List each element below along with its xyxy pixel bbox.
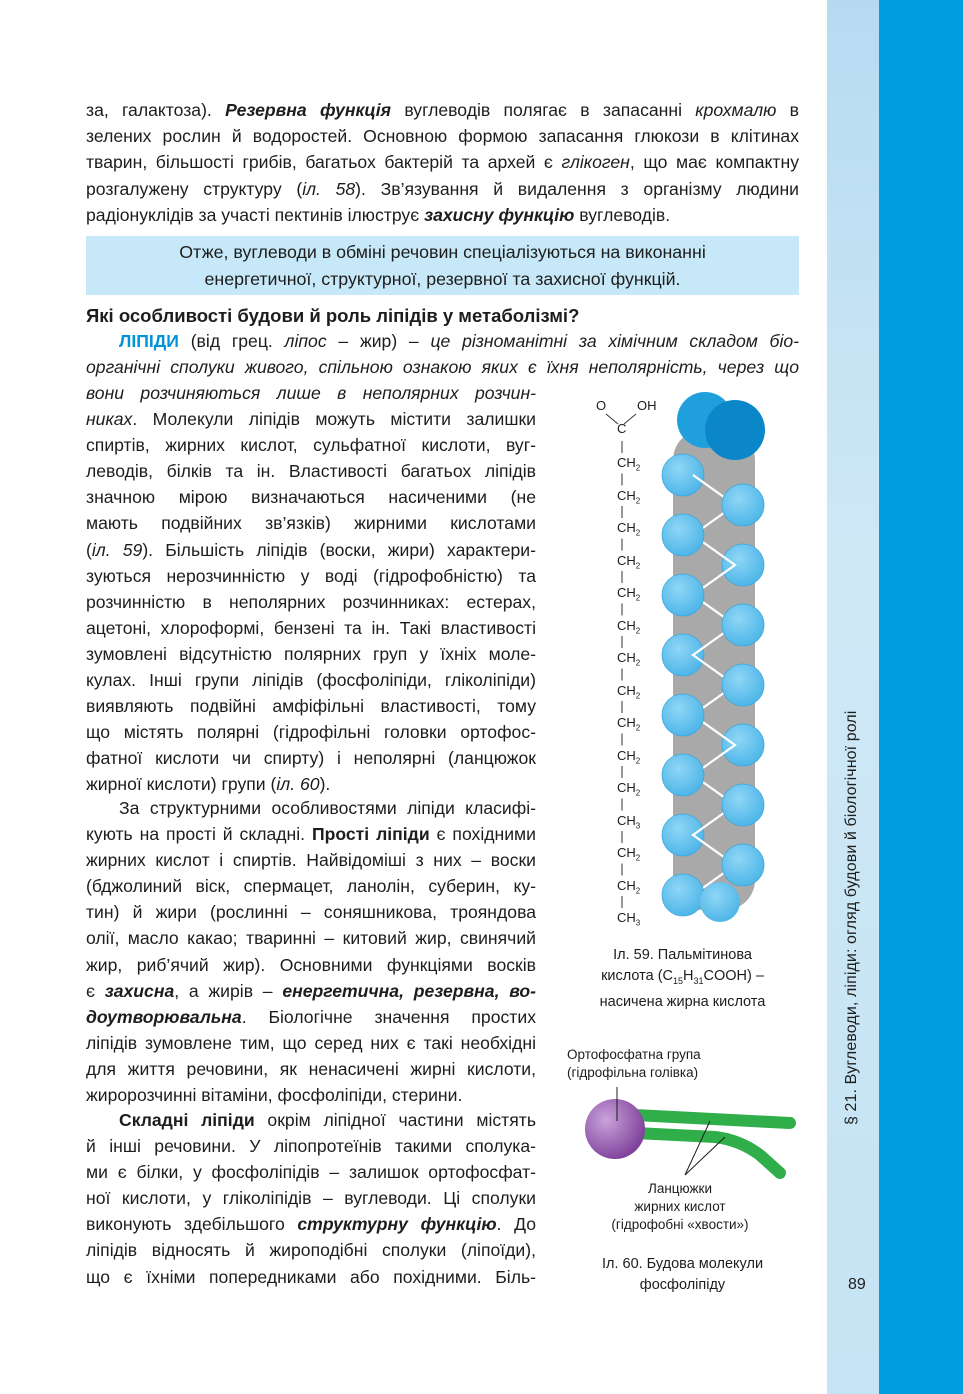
formula-group: $CH_2$ <box>617 552 641 571</box>
hydrogen-atom <box>722 844 764 886</box>
formula-group: $CH_2$ <box>617 585 641 603</box>
figure-59-caption: Іл. 59. Пальмітинова кислота $(C_{15}H_{31}COOH)$ – насичена жирна кислота <box>599 947 766 1010</box>
hydrogen-atom <box>662 454 704 496</box>
fatty-acid-chains-label: Ланцюжки жирних кислот (гідрофобні «хвости») <box>611 1181 749 1232</box>
formula-group: $CH_3$ <box>617 910 641 928</box>
hydrogen-atom <box>662 694 704 736</box>
hydrogen-atom <box>722 664 764 706</box>
hydrogen-atom <box>722 724 764 766</box>
hydrogen-atom <box>662 814 704 856</box>
formula-group: $CH_2$ <box>617 487 641 506</box>
summary-box <box>86 236 799 295</box>
section-title: § 21. Вуглеводи, ліпіди: огляд будови й біологічної ролі <box>843 710 860 1125</box>
formula-group: $CH_2$ <box>617 455 641 473</box>
lipid-definition: ЛІПІДИ (від грец. ліпос – жир) – це різноманітні за хімічним складом біо- органічні сполуки живого, спільною ознакою яких є їхня неполярність, через що <box>86 331 799 378</box>
formula-hydroxyl: OH <box>637 398 657 413</box>
formula-group: $CH_2$ <box>617 877 641 896</box>
page-number: 89 <box>848 1276 866 1293</box>
hydrogen-atom <box>722 784 764 826</box>
formula-oxygen: O <box>596 398 607 413</box>
summary-line: Отже, вуглеводи в обміні речовин спеціалізуються на виконанні <box>179 242 706 262</box>
lipid-term: ЛІПІДИ <box>119 331 179 351</box>
formula-group: $CH_2$ <box>617 617 641 636</box>
intro-paragraph: за, галактоза). Резервна функція вуглеводів полягає в запасанні крохмалю в зелених рослин й водоростей. Основною формою запасання глюкози в клітинах тварин, більшості грибів, багатьох бактерій та архей є глікоген, що має компактну розгалужену структуру (іл. 58). Зв’язування й видалення з організму людини радіонуклідів за участі пектинів ілюструє захисну функцію вуглеводів. <box>86 100 799 225</box>
formula-group: $CH_3$ <box>617 812 641 831</box>
hydroxyl-atom <box>705 400 765 460</box>
side-band-dark <box>879 0 963 1394</box>
hydrogen-atom <box>722 544 764 586</box>
formula-group: $CH_2$ <box>617 747 641 766</box>
hydrogen-atom <box>662 514 704 556</box>
hydrogen-atom <box>662 634 704 676</box>
summary-line: енергетичної, структурної, резервної та захисної функцій. <box>204 269 681 289</box>
formula-group: $CH_2$ <box>617 780 641 798</box>
section-heading: Які особливості будови й роль ліпідів у метаболізмі? <box>86 305 580 326</box>
formula-group: $CH_2$ <box>617 845 641 863</box>
palmitic-acid-model <box>655 390 780 935</box>
figure-60-caption: Іл. 60. Будова молекули фосфоліпіду <box>601 1256 764 1293</box>
phospholipid-diagram <box>575 1085 810 1195</box>
phosphate-head <box>585 1099 645 1159</box>
hydrogen-atom <box>700 882 740 922</box>
fatty-acid-tail <box>635 1115 790 1123</box>
hydrogen-atom <box>662 754 704 796</box>
lipid-properties-paragraph: вони розчиняються лише в неполярних розчин- никах. Молекули ліпідів можуть містити залишки спиртів, жирних кислот, сульфатної кислоти, вуг- леводів, білків та ін. Властивості багатьох ліпідів значною мірою визначаються насиченими (не мають подвійних зв’язків) жирними кислотами (іл. 59). Більшість ліпідів (воски, жири) характери- зуються нерозчинністю у воді (гідрофобністю) та розчинністю в неполярних розчинниках: естерах, ацетоні, хлороформі, бензені та ін. Такі властивості зумовлені відсутністю полярних груп у їхніх моле- кулах. Інші групи ліпідів (фосфоліпіди, гліколіпіди) виявляють подвійні амфіфільні властивості, тому що містять полярні (гідрофільні головки ортофос- фатної кислоти чи спирту) і неполярні (ланцюжок жирної кислоти) групи (іл. 60). <box>86 383 536 795</box>
complex-lipids-paragraph: Складні ліпіди окрім ліпідної частини містять й інші речовини. У ліпопротеїнів такими сполука- ми є білки, у фосфоліпідів – залишок ортофосфат- ної кислоти, у гліколіпідів – вуглеводи. Ці сполуки виконують здебільшого структурну функцію. До ліпідів відносять й жироподібні сполуки (ліпоїди), що є їхніми попередниками або похідними. Біль- <box>86 1110 536 1287</box>
formula-group: $CH_2$ <box>617 682 641 701</box>
formula-carbon: C <box>617 421 627 436</box>
phosphate-group-label: Ортофосфатна група (гідрофільна голівка) <box>567 1047 701 1080</box>
hydrogen-atom <box>662 874 704 916</box>
simple-lipids-paragraph: За структурними особливостями ліпіди класифі- кують на прості й складні. Прості ліпіди є похідними жирних кислот і спиртів. Найвідоміші з них – воски (бджолиний віск, спермацет, ланолін, суберин, ку- тин) й жири (рослинні – соняшникова, трояндова олії, масло какао; тваринні – китовий жир, свинячий жир, риб’ячий жир). Основними функціями восків є захисна, а жирів – енергетична, резервна, во- доутворювальна. Біологічне значення простих ліпідів зумовлене тим, що серед них є такі необхідні для життя речовини, як ненасичені жирні кислоти, жиророзчинні вітаміни, фосфоліпіди, стерини. <box>86 798 536 1106</box>
formula-group: $CH_2$ <box>617 715 641 733</box>
hydrogen-atom <box>722 604 764 646</box>
formula-group: $CH_2$ <box>617 650 641 668</box>
hydrogen-atom <box>722 484 764 526</box>
formula-group: $CH_2$ <box>617 520 641 538</box>
hydrogen-atom <box>662 574 704 616</box>
